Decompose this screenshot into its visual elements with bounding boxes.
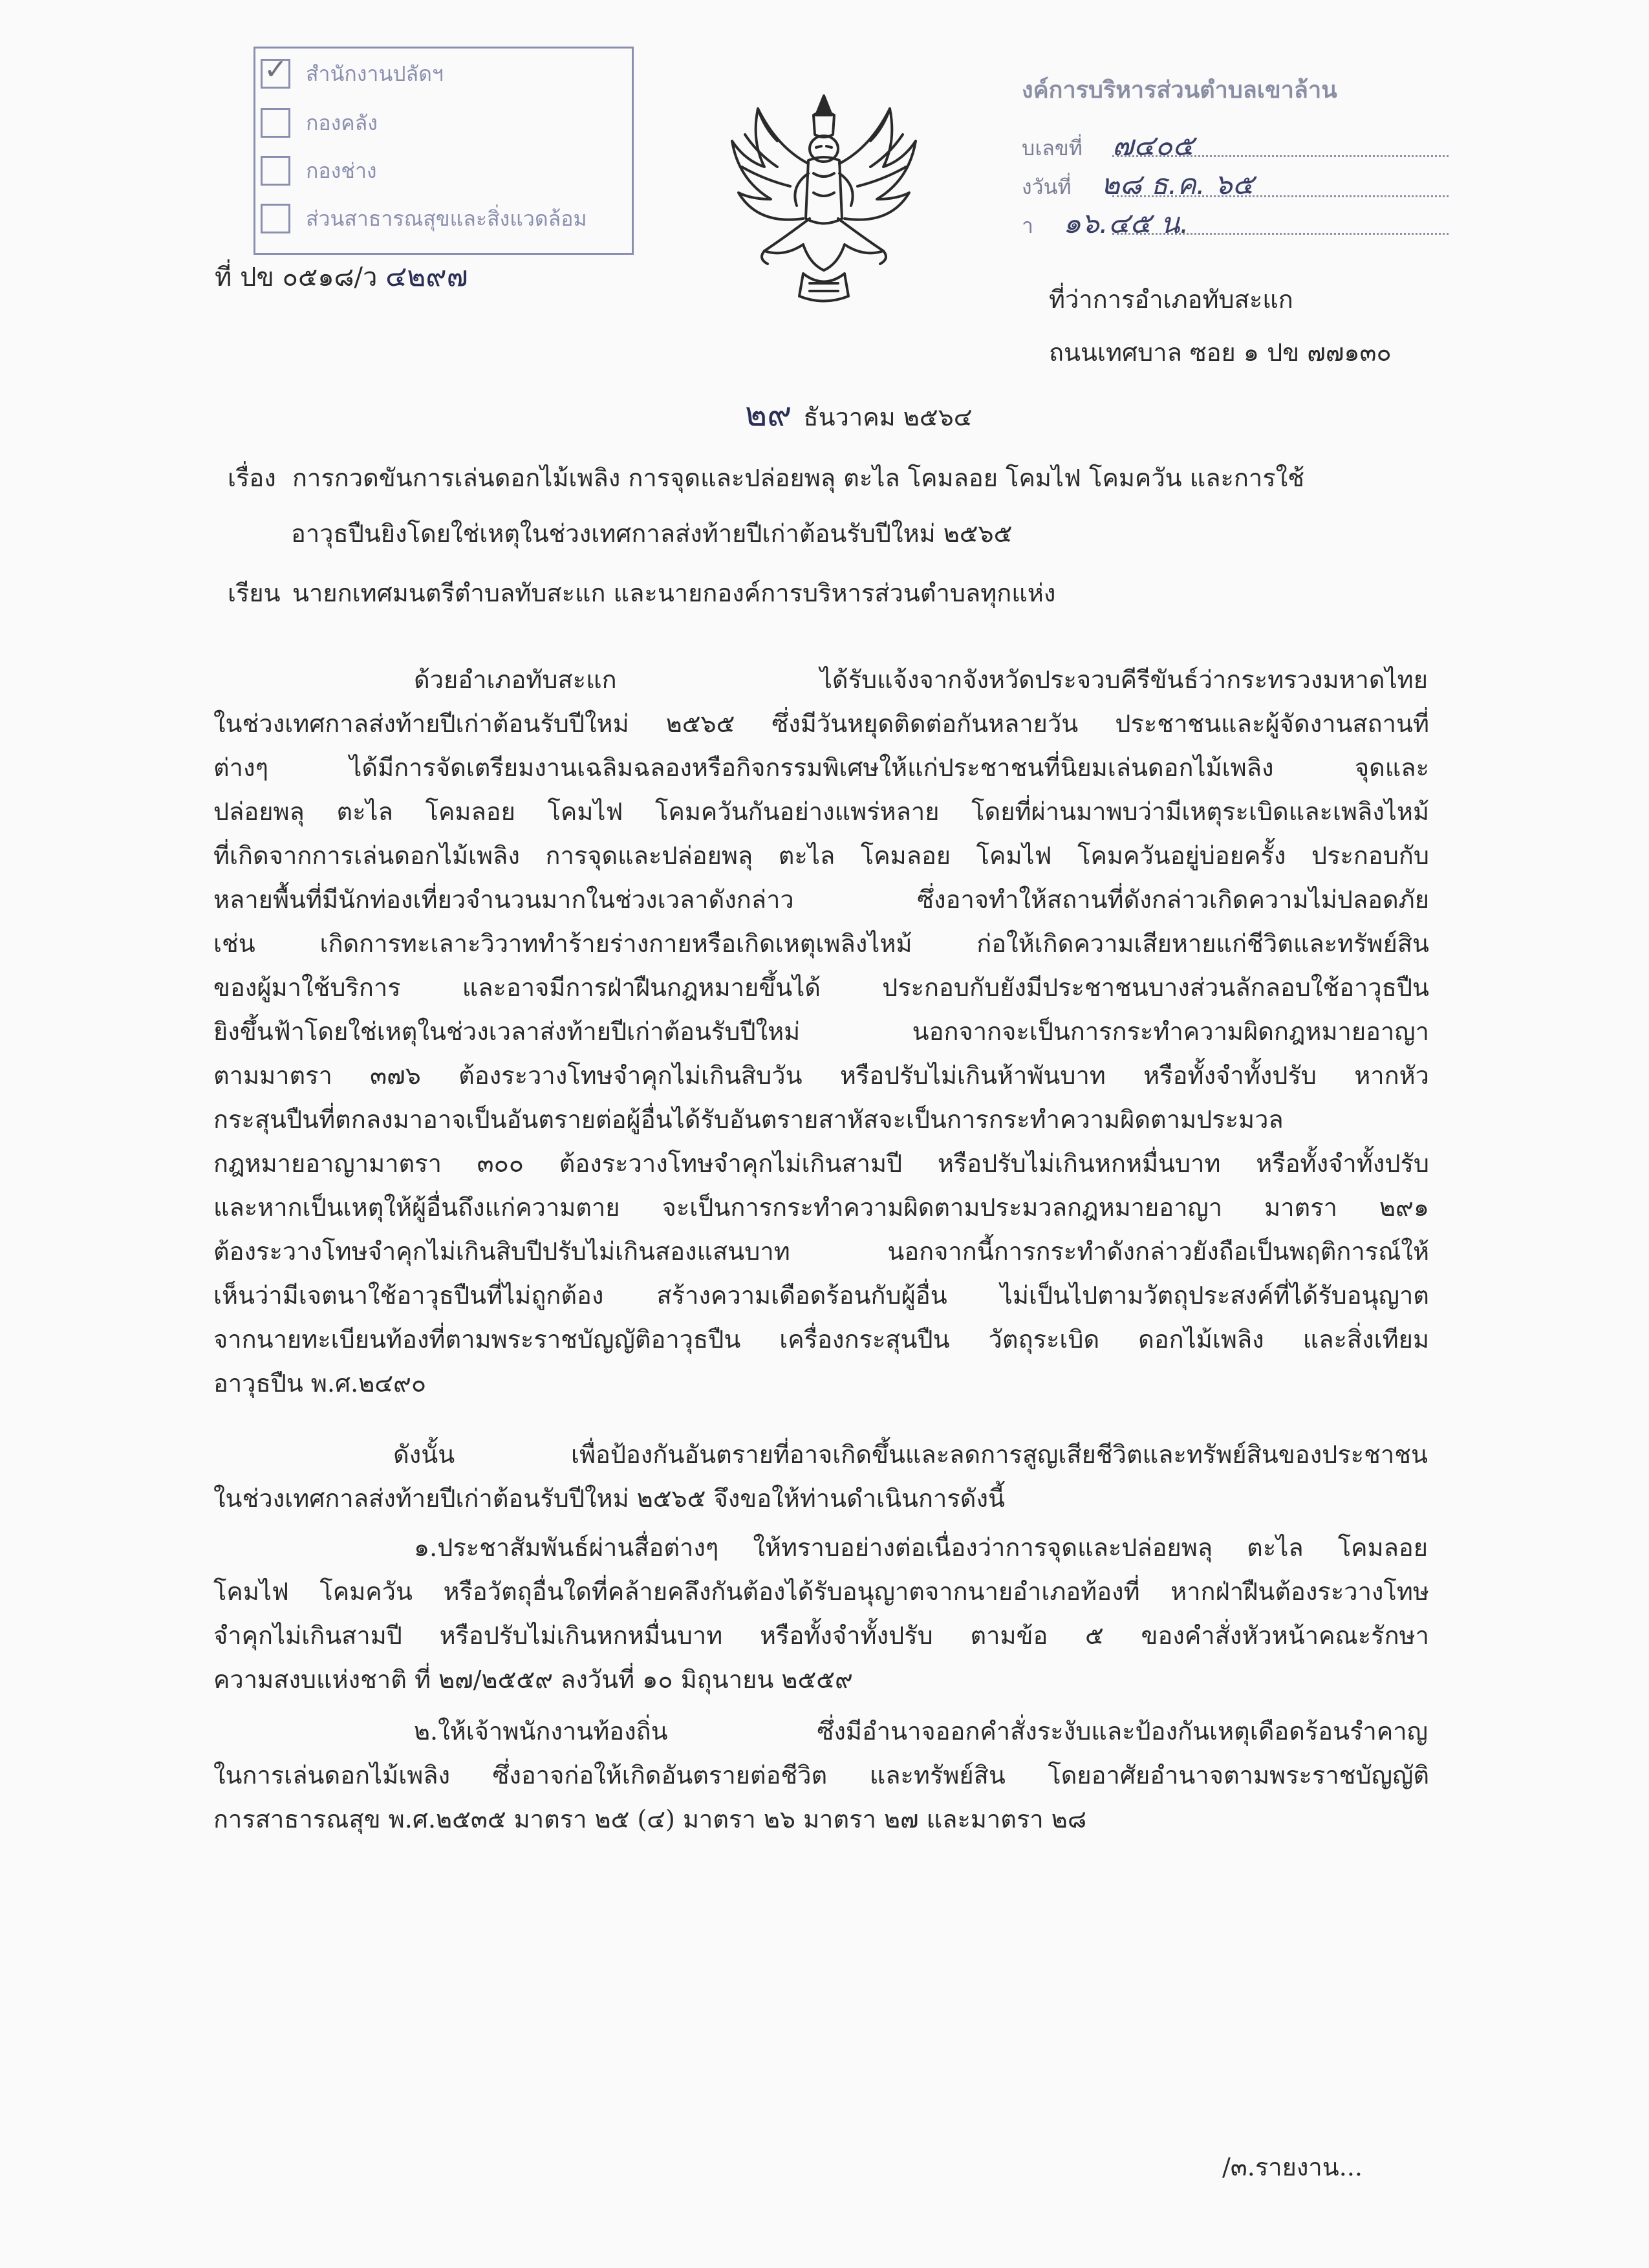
paragraph-line: ในช่วงเทศกาลส่งท้ายปีเก่าต้อนรับปีใหม่ ๒๕๖๕ ซึ่งมีวันหยุดติดต่อกันหลายวัน ประชาชนและผู้จัดงานสถานที่ bbox=[213, 709, 1429, 738]
date-month-year: ธันวาคม ๒๕๖๔ bbox=[803, 403, 973, 431]
paragraph-line: ดังนั้น เพื่อป้องกันอันตรายที่อาจเกิดขึ้นและลดการสูญเสียชีวิตและทรัพย์สินของประชาชน bbox=[393, 1440, 1428, 1469]
paragraph-line: ของผู้มาใช้บริการ และอาจมีการฝ่าฝืนกฎหมายขึ้นได้ ประกอบกับยังมีประชาชนบางส่วนลักลอบใช้อาวุธปืน bbox=[213, 973, 1429, 1002]
paragraph-line: ตามมาตรา ๓๗๖ ต้องระวางโทษจำคุกไม่เกินสิบวัน หรือปรับไม่เกินห้าพันบาท หรือทั้งจำทั้งปรับ หากหัว bbox=[213, 1061, 1429, 1090]
routing-item-label: กองช่าง bbox=[306, 158, 377, 183]
paragraph-line: จากนายทะเบียนท้องที่ตามพระราชบัญญัติอาวุธปืน เครื่องกระสุนปืน วัตถุระเบิด ดอกไม้เพลิง และสิ่งเทียม bbox=[213, 1325, 1429, 1354]
paragraph-line: ปล่อยพลุ ตะไล โคมลอย โคมไฟ โคมควันกันอย่างแพร่หลาย โดยที่ผ่านมาพบว่ามีเหตุระเบิดและเพลิงไหม้ bbox=[213, 797, 1429, 826]
recipient-text: นายกเทศมนตรีตำบลทับสะแก และนายกองค์การบริหารส่วนตำบลทุกแห่ง bbox=[292, 579, 1056, 607]
receiving-stamp-time-row bbox=[1022, 200, 1189, 246]
routing-item-label: ส่วนสาธารณสุขและสิ่งแวดล้อม bbox=[306, 206, 587, 231]
reference-handwritten-number: ๔๒๙๗ bbox=[385, 260, 468, 293]
paragraph-line: อาวุธปืน พ.ศ.๒๔๙๐ bbox=[213, 1369, 427, 1398]
receiving-number-label: บเลขที่ bbox=[1022, 136, 1083, 160]
paragraph-line: ต่างๆ ได้มีการจัดเตรียมงานเฉลิมฉลองหรือกิจกรรมพิเศษให้แก่ประชาชนที่นิยมเล่นดอกไม้เพลิง จุดและ bbox=[213, 753, 1429, 782]
list-item-line: ๒.ให้เจ้าพนักงานท้องถิ่น ซึ่งมีอำนาจออกคำสั่งระงับและป้องกันเหตุเดือดร้อนรำคาญ bbox=[414, 1717, 1428, 1745]
subject-label: เรื่อง bbox=[228, 464, 276, 492]
list-item-line: การสาธารณสุข พ.ศ.๒๕๓๕ มาตรา ๒๕ (๔) มาตรา ๒๖ มาตรา ๒๗ และมาตรา ๒๘ bbox=[213, 1805, 1087, 1833]
checkbox bbox=[261, 156, 290, 186]
routing-item-label: กองคลัง bbox=[306, 111, 378, 135]
paragraph-line: หลายพื้นที่มีนักท่องเที่ยวจำนวนมากในช่วงเวลาดังกล่าว ซึ่งอาจทำให้สถานที่ดังกล่าวเกิดความไม่ปลอดภัย bbox=[213, 885, 1429, 914]
issuer-line-2: ถนนเทศบาล ซอย ๑ ปข ๗๗๑๓๐ bbox=[1049, 338, 1392, 367]
routing-item-label: สำนักงานปลัดฯ bbox=[306, 61, 444, 86]
garuda-emblem-icon bbox=[719, 89, 929, 309]
receiving-number-value: ๗๔๐๕ bbox=[1112, 129, 1194, 162]
checkbox bbox=[261, 53, 290, 89]
checkbox bbox=[261, 108, 290, 138]
routing-item bbox=[261, 156, 377, 186]
routing-item bbox=[261, 53, 444, 89]
routing-item bbox=[261, 204, 587, 233]
paragraph-line: ด้วยอำเภอทับสะแก ได้รับแจ้งจากจังหวัดประจวบคีรีขันธ์ว่ากระทรวงมหาดไทย bbox=[414, 665, 1428, 694]
subject-line: อาวุธปืนยิงโดยใช่เหตุในช่วงเทศกาลส่งท้ายปีเก่าต้อนรับปีใหม่ ๒๕๖๕ bbox=[291, 519, 1013, 548]
receiving-date-value: ๒๘ ธ.ค. ๖๕ bbox=[1101, 168, 1254, 201]
list-item-line: ๑.ประชาสัมพันธ์ผ่านสื่อต่างๆ ให้ทราบอย่างต่อเนื่องว่าการจุดและปล่อยพลุ ตะไล โคมลอย bbox=[414, 1533, 1428, 1562]
paragraph-line: กระสุนปืนที่ตกลงมาอาจเป็นอันตรายต่อผู้อื่นได้รับอันตรายสาหัสจะเป็นการกระทำความผิดตามประมวล bbox=[213, 1105, 1284, 1134]
routing-stamp bbox=[253, 47, 634, 255]
reference-number bbox=[215, 254, 468, 299]
paragraph-line: ในช่วงเทศกาลส่งท้ายปีเก่าต้อนรับปีใหม่ ๒๕๖๕ จึงขอให้ท่านดำเนินการดังนี้ bbox=[213, 1484, 1005, 1513]
receiving-stamp bbox=[1022, 71, 1461, 240]
date-day-handwritten: ๒๙ bbox=[745, 395, 792, 434]
paragraph-line: ต้องระวางโทษจำคุกไม่เกินสิบปีปรับไม่เกินสองแสนบาท นอกจากนี้การกระทำดังกล่าวยังถือเป็นพฤติการณ์ให้ bbox=[213, 1237, 1429, 1266]
paragraph-line: เห็นว่ามีเจตนาใช้อาวุธปืนที่ไม่ถูกต้อง สร้างความเดือดร้อนกับผู้อื่น ไม่เป็นไปตามวัตถุประสงค์ที่ได้รับอนุญาต bbox=[213, 1281, 1429, 1310]
subject-line: การกวดขันการเล่นดอกไม้เพลิง การจุดและปล่อยพลุ ตะไล โคมลอย โคมไฟ โคมควัน และการใช้ bbox=[292, 464, 1305, 492]
routing-item bbox=[261, 108, 378, 138]
list-item-line: โคมไฟ โคมควัน หรือวัตถุอื่นใดที่คล้ายคลึงกันต้องได้รับอนุญาตจากนายอำเภอท้องที่ หากฝ่าฝืนต้องระวางโทษ bbox=[213, 1577, 1429, 1606]
checkbox bbox=[261, 204, 290, 233]
paragraph-line: ยิงขึ้นฟ้าโดยใช่เหตุในช่วงเวลาส่งท้ายปีเก่าต้อนรับปีใหม่ นอกจากจะเป็นการกระทำความผิดกฎหมายอาญา bbox=[213, 1017, 1429, 1046]
paragraph-line: เช่น เกิดการทะเลาะวิวาททำร้ายร่างกายหรือเกิดเหตุเพลิงไหม้ ก่อให้เกิดความเสียหายแก่ชีวิตและทรัพย์สิน bbox=[213, 929, 1429, 958]
receiving-date-label: งวันที่ bbox=[1022, 175, 1072, 199]
check-mark-icon: ✓ bbox=[264, 53, 288, 86]
dotted-line bbox=[1112, 195, 1449, 197]
list-item-line: ในการเล่นดอกไม้เพลิง ซึ่งอาจก่อให้เกิดอันตรายต่อชีวิต และทรัพย์สิน โดยอาศัยอำนาจตามพระราชบัญญัติ bbox=[213, 1761, 1429, 1789]
receiving-time-label: า bbox=[1022, 213, 1033, 238]
paragraph-line: กฎหมายอาญามาตรา ๓๐๐ ต้องระวางโทษจำคุกไม่เกินสามปี หรือปรับไม่เกินหกหมื่นบาท หรือทั้งจำทั้งปรับ bbox=[213, 1149, 1429, 1178]
letter-date bbox=[745, 387, 972, 440]
list-item-line: จำคุกไม่เกินสามปี หรือปรับไม่เกินหกหมื่นบาท หรือทั้งจำทั้งปรับ ตามข้อ ๕ ของคำสั่งหัวหน้าคณะรักษา bbox=[213, 1621, 1429, 1650]
dotted-line bbox=[1112, 233, 1449, 235]
list-item-line: ความสงบแห่งชาติ ที่ ๒๗/๒๕๕๙ ลงวันที่ ๑๐ มิถุนายน ๒๕๕๙ bbox=[213, 1665, 853, 1694]
reference-prefix: ที่ ปข ๐๕๑๘/ว bbox=[215, 263, 378, 292]
recipient-label: เรียน bbox=[228, 579, 281, 607]
paragraph-line: และหากเป็นเหตุให้ผู้อื่นถึงแก่ความตาย จะเป็นการกระทำความผิดตามประมวลกฎหมายอาญา มาตรา ๒๙๑ bbox=[213, 1193, 1429, 1222]
receiving-time-value: ๑๖.๔๕ น. bbox=[1062, 207, 1189, 240]
dotted-line bbox=[1112, 155, 1449, 157]
paragraph-line: ที่เกิดจากการเล่นดอกไม้เพลิง การจุดและปล่อยพลุ ตะไล โคมลอย โคมไฟ โคมควันอยู่บ่อยครั้ง ประกอบกับ bbox=[213, 841, 1429, 870]
continued-marker: /๓.รายงาน... bbox=[1222, 2153, 1363, 2181]
issuer-address bbox=[1049, 273, 1392, 379]
issuer-line-1: ที่ว่าการอำเภอทับสะแก bbox=[1049, 285, 1293, 314]
receiving-stamp-org: งค์การบริหารส่วนตำบลเขาล้าน bbox=[1022, 77, 1337, 103]
